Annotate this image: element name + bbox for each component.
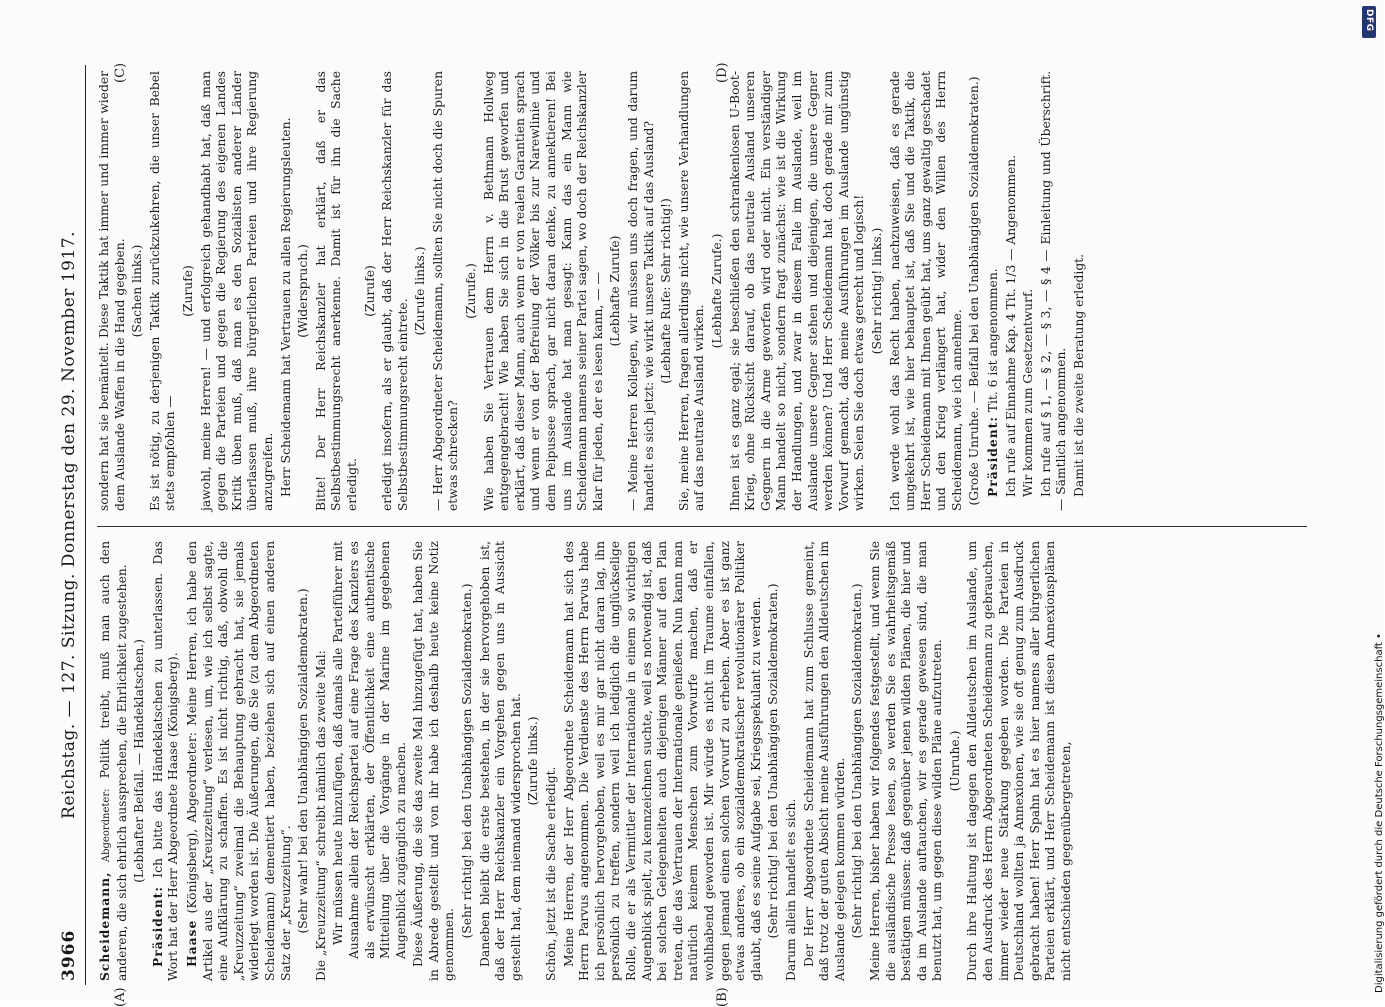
interjection [363, 71, 379, 511]
paragraph [965, 541, 1074, 981]
paragraph [544, 541, 560, 981]
paragraph [380, 71, 411, 511]
paragraph-text: Damit ist die zweite Beratung erledigt. [1072, 253, 1087, 497]
paragraph-text: Darum allein handelt es sich. [783, 798, 798, 981]
paragraph-text: Tit. 6 ist angenommen. [986, 268, 1001, 417]
speaker-role: Abgeordneter: [101, 788, 112, 872]
interjection [296, 541, 312, 981]
interjection [130, 71, 146, 511]
paragraph-text: Diese Äußerung, die sie das zweite Mal hinzugefügt hat, haben Sie in Abrede gestellt und von ihr habe ich deshalb heute keine Notiz genommen. [411, 541, 457, 981]
paragraph-text: (Widerspruch.) [296, 244, 311, 338]
paragraph [985, 71, 1002, 511]
paragraph-text: Es ist nötig, zu derjenigen Taktik zurückzukehren, die unser Bebel stets empfohlen — [147, 71, 178, 511]
paragraph-text: Ich werde wohl das Recht haben, nachzuweisen, daß es gerade umgekehrt ist, wie hier behauptet ist, daß Sie und die Taktik, die Herr Scheidemann mit Ihnen geübt hat, uns ganz gewaltig geschadet und den Krieg verlängert hat, wider den Willen des Herrn Scheidemann, wie ich annehme. [887, 71, 964, 511]
paragraph [314, 71, 361, 511]
paragraph-text: — Herr Abgeordneter Scheidemann, sollten Sie nicht doch die Spuren etwas schrecken? [430, 71, 461, 511]
credit-text: Digitalisierung gefördert durch die Deutsche Forschungsgemeinschaft • [1374, 633, 1385, 993]
paragraph [478, 541, 525, 981]
interjection [766, 541, 782, 981]
paragraph-text: Schön, jetzt ist die Sache erledigt. [544, 766, 559, 981]
paragraph [279, 71, 295, 511]
margin-mark-c: (C) [113, 62, 128, 83]
paragraph [1021, 71, 1037, 511]
right-column [97, 71, 1312, 511]
paragraph-text: (Königsberg), Abgeordneter: Meine Herren, ich habe den Artikel aus der „Kreuzzeitung“ verlesen, um, wie ich selbst sagte, eine Aufklärung zu schaffen. Es ist nicht richtig, daß, obwohl die „Kreuzzeitung“ zweimal die Behauptung gebracht hat, sie jemals widerlegt worden ist. Die Äußerungen, die Sie (zu dem Abgeordneten Scheidemann) dementiert haben, beziehen sich auf einen anderen Satz der „Kreuzzeitung“. [184, 541, 293, 981]
interjection [526, 541, 542, 981]
left-column [97, 541, 1312, 981]
paragraph-text: (Lebhafte Zurufe.) [709, 233, 724, 349]
margin-mark-a: (A) [113, 987, 128, 1007]
paragraph-text: Die „Kreuzzeitung“ schreibt nämlich das zweite Mal: [313, 650, 328, 981]
interjection [464, 71, 480, 511]
paragraph [314, 541, 330, 981]
paragraph-text: Ihnen ist es ganz egal; sie beschließen den schrankenlosen U-Boot-Krieg, ohne Rücksicht darauf, ob das neutrale Ausland unseren Gegnern in die Arme geworfen wird oder nicht. Ein verständiger Mann handelt so nicht, sondern fragt zunächst: wie ist die Wirkung der Handlungen, und zwar in diesem Falle im Auslande, weil im Auslande unsere Gegner stehen und diejenigen, die unsere Gegner werden können? Und Herr Scheidemann hat doch gerade mir zum Vorwurf gemacht, daß meine Ausführungen im Auslande ungünstig wirken. Seien Sie doch etwas gerecht und logisch! [727, 71, 867, 511]
interjection [460, 541, 476, 981]
paragraph-text: (Sehr richtig! links.) [869, 227, 884, 355]
document-page [55, 62, 1320, 1007]
paragraph-text: Durch ihre Haltung ist dagegen den Alldeutschen im Auslande, um den Ausdruck des Herrn Abgeordneten Scheidemann zu gebrauchen, immer wieder neue Stärkung gegeben worden. Die Parteien in Deutschland wollten ja Annexionen, wie sie oft genug zum Ausdruck gebracht haben! Herr Spahn hat es hier namens aller bürgerlichen Parteien erklärt, und Herr Scheidemann ist diesen Annexionsplänen nicht entschieden gegenübergetreten, [965, 541, 1074, 981]
paragraph-text: (Große Unruhe. — Beifall bei den Unabhängigen Sozialdemokraten.) [967, 76, 982, 506]
paragraph-text: (Sachen links.) [130, 244, 145, 338]
paragraph-text: (Sehr richtig! bei den Unabhängigen Sozialdemokraten.) [460, 583, 475, 939]
paragraph [184, 541, 294, 981]
paragraph [888, 71, 966, 511]
speaker-name: Scheidemann, [97, 871, 112, 981]
page-title: Reichstag. — 127. Sitzung. Donnerstag den 29. November 1917. [59, 231, 79, 819]
column-divider [97, 526, 1307, 527]
interjection [296, 71, 312, 511]
margin-mark-b: (B) [715, 987, 730, 1007]
paragraph-text: sondern hat sie bemäntelt. Diese Taktik hat immer und immer wieder dem Auslande Waffen in die Hand gegeben. [97, 71, 127, 511]
paragraph [97, 71, 128, 511]
interjection [132, 541, 148, 981]
interjection [948, 541, 964, 981]
quoted-passage [331, 541, 409, 981]
paragraph-text: (Zurufe links.) [526, 716, 541, 806]
speaker-name: Präsident: [149, 886, 165, 967]
paragraph-text: (Zurufe links.) [413, 246, 428, 336]
paragraph-text: Meine Herren, der Herr Abgeordnete Scheidemann hat sich des Herrn Parvus angenommen. Die Verdienste des Herrn Parvus habe ich persönlich hervorgehoben, weil es mir gar nicht daran lag, ihn persönlich zu treffen, sondern weil ich lediglich die unglückselige Rolle, die er als Vermittler der Internationale in einem so wichtigen Augenblick spielt, zu kennzeichnen suchte, weil es notwendig ist, daß bei solchen Gelegenheiten auch diejenigen Männer auf den Plan treten, die das Vertrauen der Internationale genießen. Nun kann man natürlich keinem Menschen zum Vorwurfe machen, daß er wohlhabend geworden ist. Mir würde es nicht im Traume einfallen, gegen jemand einen solchen Vorwurf zu erheben. Aber es ist ganz etwas anderes, ob ein sozialdemokratischer revolutionärer Politiker glaubt, daß es seine Aufgabe sei, Kriegsspekulant zu werden. [561, 541, 763, 981]
paragraph-text: jawohl, meine Herren! — und erfolgreich gehandhabt hat, daß man gegen die Parteien und gegen die Regierung des eigenen Landes Kritik üben muß, daß man es den Sozialisten anderer Länder überlassen muß, ihre bürgerlichen Parteien und ihre Regierung anzugreifen. [198, 71, 275, 511]
paragraph-text: (Sehr richtig! bei den Unabhängigen Sozialdemokraten.) [766, 583, 781, 939]
speaker-name: Präsident: [985, 416, 1001, 497]
paragraph-text: erledigt insofern, als er glaubt, daß der Herr Reichskanzler für das Selbstbestimmungsrecht eintrete. [380, 71, 410, 511]
paragraph [784, 541, 800, 981]
paragraph [199, 71, 277, 511]
paragraph-text: Sie, meine Herren, fragen allerdings nicht, wie unsere Verhandlungen auf das neutrale Ausland wirken. [676, 71, 707, 511]
paragraph [1004, 71, 1020, 511]
paragraph-text: Wie haben Sie Vertrauen dem Herrn v. Bethmann Hollweg entgegengebracht! Wie haben Sie sich in die Brust geworfen und erklärt, daß dieser Mann, auch wenn er von realen Garantien sprach und wenn er von der Befreiung der Völker bis zur Narewlinie und dem Peipussee sprach, gar nicht daran denke, zu annektieren! Bei uns im Auslande hat man gesagt: Kann das ein Mann wie Scheidemann namens seiner Partei sagen, wo doch der Reichskanzler klar für jeden, der es lesen kann, — — [481, 71, 605, 511]
paragraph-text: Ich rufe auf § 1, — § 2, — § 3, — § 4 — Einleitung und Überschrift. — Sämtlich angenommen. [1038, 71, 1069, 511]
paragraph [1072, 71, 1088, 511]
paragraph-text: (Zurufe.) [464, 263, 479, 319]
dfg-logo-text: DFG [1364, 9, 1374, 32]
speaker-name: Haase [183, 919, 199, 967]
paragraph-text: Politik treibt, muß man auch den anderen, die sich ehrlich aussprechen, die Ehrlichkeit zugestehen. [98, 541, 129, 981]
paragraph-text: Ich bitte das Händeklatschen zu unterlassen. Das Wort hat der Herr Abgeordnete Haase (Königsberg). [150, 541, 181, 981]
paragraph [802, 541, 849, 981]
paragraph [148, 71, 179, 511]
paragraph-text: Der Herr Abgeordnete Scheidemann hat zum Schlusse gemeint, daß trotz der guten Absicht meine Ausführungen den Alldeutschen im Auslande gelegen kommen würden. [801, 541, 847, 981]
paragraph-text: Meine Herren, bisher haben wir folgendes festgestellt, und wenn Sie die ausländische Presse lesen, so werden Sie es wahrheitsgemäß bestätigen müssen: daß gegenüber jenen wilden Plänen, die hier und da im Auslande auftauchen, wir es gerade gewesen sind, die man benutzt hat, um gegen diese wilden Pläne aufzutreten. [867, 541, 945, 981]
interjection [608, 71, 624, 511]
paragraph [411, 541, 458, 981]
margin-mark-d: (D) [715, 62, 730, 83]
paragraph-text: Wir müssen heute hinzufügen, daß damals alle Parteiführer mit Ausnahme allein der Reichspartei auf eine Frage des Kanzlers es als erwünscht erklärten, der Öffentlichkeit eine authentische Mitteilung über die Vorgänge in der Marine im gegebenen Augenblick zugänglich zu machen. [331, 541, 408, 959]
paragraph [868, 541, 946, 981]
paragraph-text: Herr Scheidemann hat Vertrauen zu allen Regierungsleuten. [278, 117, 293, 497]
paragraph [482, 71, 607, 511]
interjection [659, 71, 675, 511]
paragraph-text: (Unruhe.) [947, 730, 962, 792]
paragraph-text: (Lebhafter Beifall. — Händeklatschen.) [132, 639, 147, 883]
paragraph-text: (Lebhafte Rufe: Sehr richtig!) [659, 198, 674, 384]
page-header [55, 65, 86, 985]
paragraph-text: Daneben bleibt die erste bestehen, in der sie hervorgehoben ist, daß der Herr Reichskanzler ein Vorgehen gegen uns in Aussicht gestellt hat, dem niemand widersprochen hat. [477, 541, 523, 981]
interjection [413, 71, 429, 511]
paragraph-text: (Zurufe) [362, 265, 377, 317]
paragraph-text: — Meine Herren Kollegen, wir müssen uns doch fragen, und darum handelt es sich jetzt: wie wirkt unsere Taktik auf das Ausland? [626, 71, 656, 511]
paragraph [431, 71, 462, 511]
interjection [181, 71, 197, 511]
interjection [850, 541, 866, 981]
paragraph [728, 71, 868, 511]
interjection [967, 71, 983, 511]
paragraph [150, 541, 182, 981]
paragraph-text: Wir kommen zum Gesetzentwurf. [1021, 289, 1036, 497]
paragraph [1039, 71, 1070, 511]
digitization-credit [1358, 8, 1385, 993]
paragraph [677, 71, 708, 511]
paragraph-text: (Sehr richtig! bei den Unabhängigen Sozialdemokraten.) [850, 583, 865, 939]
paragraph [562, 541, 765, 981]
interjection [710, 71, 726, 511]
paragraph-text: (Lebhafte Zurufe) [608, 235, 623, 347]
interjection [870, 71, 886, 511]
page-number: 3966 [59, 929, 79, 981]
paragraph-text: Ich rufe auf Einnahme Kap. 4 Tit. 1/3 — Angenommen. [1003, 154, 1018, 497]
paragraph [626, 71, 657, 511]
paragraph-text: (Zurufe) [180, 265, 195, 317]
paragraph [97, 541, 130, 981]
paragraph-text: (Sehr wahr! bei den Unabhängigen Sozialdemokraten.) [296, 588, 311, 934]
paragraph-text: Bitte! Der Herr Reichskanzler hat erklärt, daß er das Selbstbestimmungsrecht anerkenne. Damit ist für ihn die Sache erledigt. [313, 71, 359, 511]
